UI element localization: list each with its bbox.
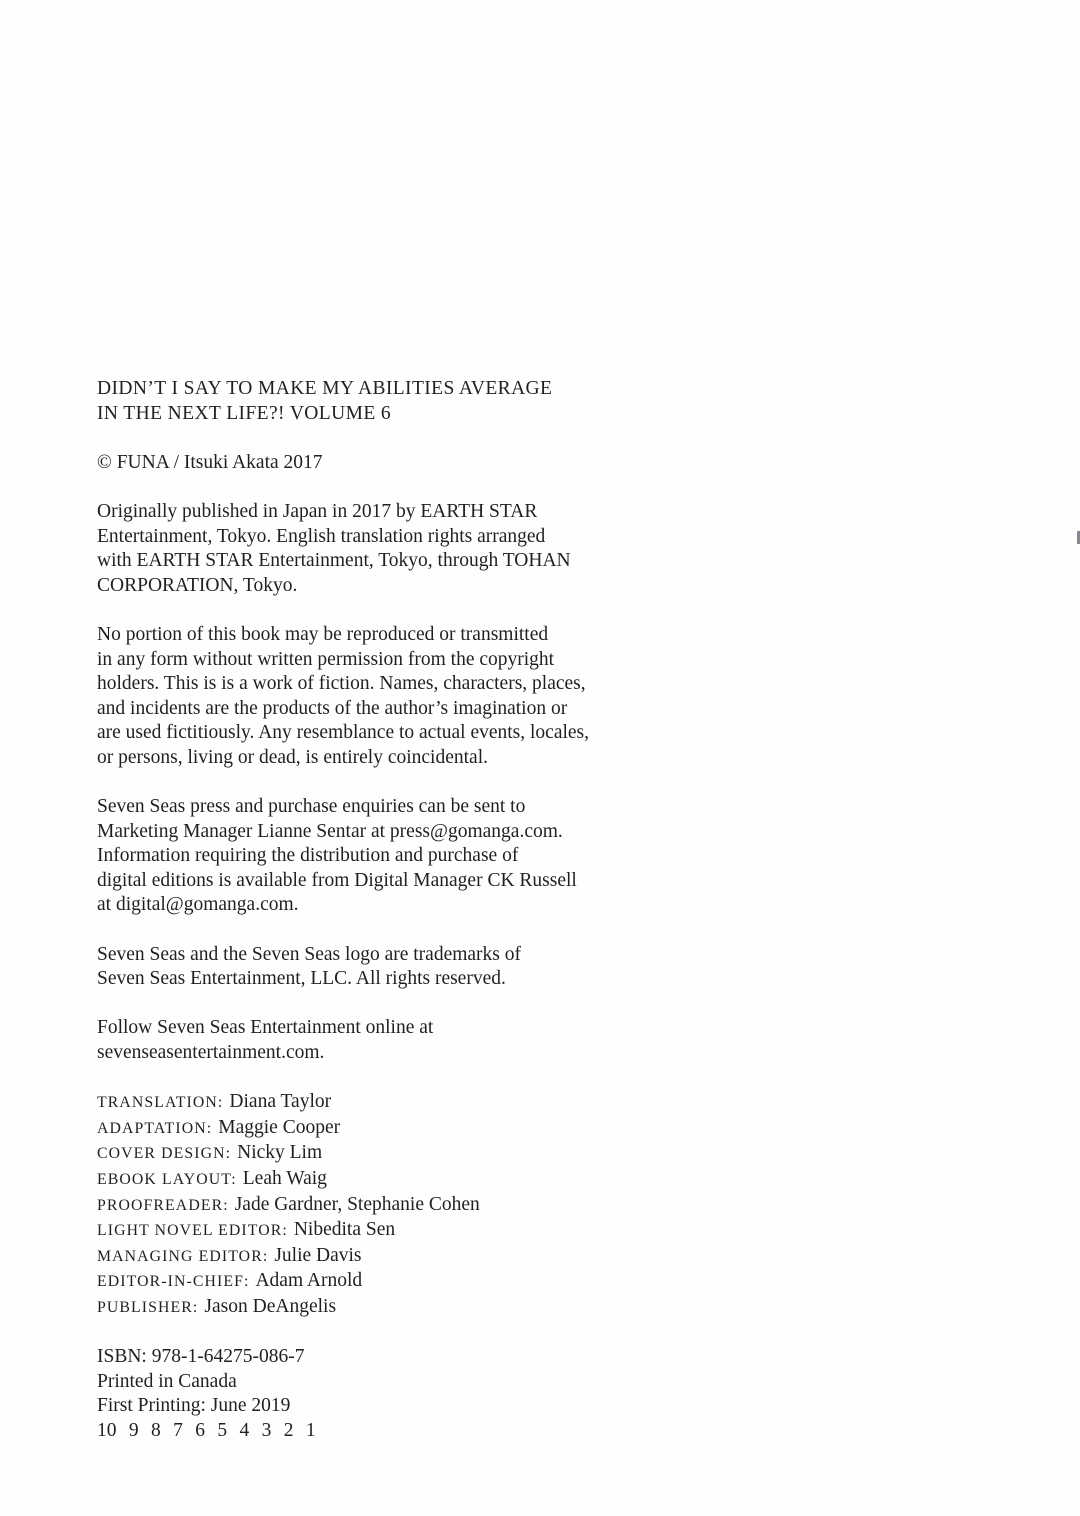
book-title [97, 377, 737, 426]
credit-row-light-novel-editor [97, 1218, 737, 1244]
credit-label: COVER DESIGN: [97, 1145, 232, 1163]
credit-label: MANAGING EDITOR: [97, 1247, 269, 1265]
credit-label: PROOFREADER: [97, 1196, 229, 1214]
print-run-line: 10 9 8 7 6 5 4 3 2 1 [97, 1419, 316, 1441]
credit-row-publisher [97, 1295, 737, 1321]
credit-value: Jade Gardner, Stephanie Cohen [234, 1193, 480, 1215]
isbn-line: ISBN: 978-1-64275-086-7 [97, 1346, 305, 1368]
credit-value: Adam Arnold [255, 1270, 363, 1292]
credits-list [97, 1090, 737, 1320]
book-title-line: IN THE NEXT LIFE?! VOLUME 6 [97, 402, 392, 424]
colophon-text [97, 377, 737, 1444]
credit-label: LIGHT NOVEL EDITOR: [97, 1222, 288, 1240]
credit-value: Nibedita Sen [293, 1219, 396, 1241]
credit-row-managing-editor [97, 1244, 737, 1270]
credit-row-translation [97, 1090, 737, 1116]
credit-row-editor-in-chief [97, 1269, 737, 1295]
first-printing-line: First Printing: June 2019 [97, 1395, 291, 1417]
credit-label: TRANSLATION: [97, 1094, 224, 1112]
printed-in-line: Printed in Canada [97, 1370, 237, 1392]
paragraph-publication-rights: Originally published in Japan in 2017 by EARTH STAR Entertainment, Tokyo. English translation rights arranged with EARTH STAR Entertainment, Tokyo, through TOHAN CORPORATION, Tokyo. [97, 500, 571, 596]
credit-row-proofreader [97, 1193, 737, 1219]
credit-value: Julie Davis [274, 1244, 362, 1266]
credit-label: ADAPTATION: [97, 1119, 213, 1137]
paragraph-legal-disclaimer: No portion of this book may be reproduced or transmitted in any form without written permission from the copyright holders. This is is a work of fiction. Names, characters, places, and incidents are the products of the author’s imagination or are used fictitiously. Any resemblance to actual events, locales, or persons, living or dead, is entirely coincidental. [97, 623, 590, 768]
paragraph-trademark-notice: Seven Seas and the Seven Seas logo are trademarks of Seven Seas Entertainment, LLC. All rights reserved. [97, 943, 521, 990]
paragraph-follow-online: Follow Seven Seas Entertainment online at sevenseasentertainment.com. [97, 1017, 434, 1064]
paragraph-press-enquiries: Seven Seas press and purchase enquiries can be sent to Marketing Manager Lianne Sentar at press@gomanga.com. Information requiring the distribution and purchase of digital editions is available from Digital Manager CK Russell at digital@gomanga.com. [97, 796, 577, 916]
credit-label: EDITOR-IN-CHIEF: [97, 1273, 250, 1291]
credit-value: Leah Waig [242, 1168, 327, 1189]
credit-label: PUBLISHER: [97, 1298, 199, 1316]
credit-label: EBOOK LAYOUT: [97, 1171, 237, 1188]
credit-value: Maggie Cooper [218, 1116, 341, 1138]
credit-value: Nicky Lim [237, 1142, 323, 1164]
credit-value: Jason DeAngelis [204, 1295, 337, 1317]
credit-value: Diana Taylor [229, 1091, 332, 1113]
credit-row-ebook-layout [97, 1167, 737, 1193]
book-title-line: DIDN’T I SAY TO MAKE MY ABILITIES AVERAGE [97, 378, 553, 399]
credit-row-cover-design [97, 1141, 737, 1167]
copyright-line: © FUNA / Itsuki Akata 2017 [97, 451, 323, 473]
credit-row-adaptation [97, 1116, 737, 1142]
imprint-block [97, 1345, 737, 1443]
